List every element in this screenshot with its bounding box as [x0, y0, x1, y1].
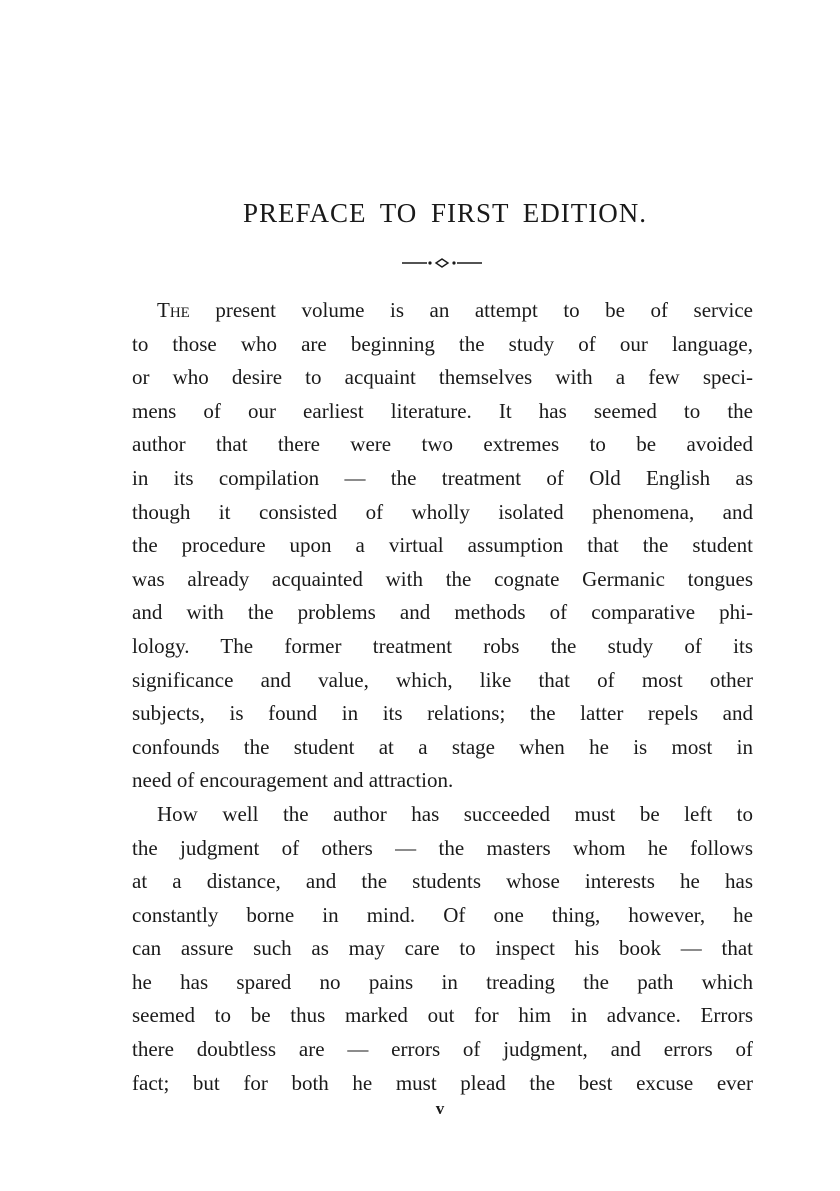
text-line: How well the author has succeeded must be left to	[157, 801, 753, 826]
text-line: mens of our earliest literature. It has seemed to the	[132, 398, 753, 423]
text-line: significance and value, which, like that of most other	[132, 667, 753, 692]
text-line: confounds the student at a stage when he is most in	[132, 734, 753, 759]
text-line: at a distance, and the students whose interests he has	[132, 869, 753, 894]
text-line: the procedure upon a virtual assumption that the student	[132, 533, 753, 558]
text-line: to those who are beginning the study of our language,	[132, 331, 753, 356]
page-number: v	[435, 1099, 445, 1118]
text-line: can assure such as may care to inspect his book — that	[132, 936, 753, 961]
paragraph-2	[132, 798, 753, 1100]
text-line: there doubtless are — errors of judgment, and errors of	[132, 1037, 753, 1062]
text-line: the judgment of others — the masters whom he follows	[132, 835, 753, 860]
paragraph-1	[132, 294, 753, 798]
text-line: or who desire to acquaint themselves with a few speci-	[132, 365, 753, 390]
text-line: was already acquainted with the cognate Germanic tongues	[132, 566, 753, 591]
text-line: The present volume is an attempt to be of service	[157, 298, 753, 322]
text-line: he has spared no pains in treading the path which	[132, 969, 753, 994]
text-line: author that there were two extremes to be avoided	[132, 432, 753, 457]
page-title: PREFACE TO FIRST EDITION.	[242, 198, 648, 228]
text-line: subjects, is found in its relations; the latter repels and	[132, 701, 753, 726]
text-line: though it consisted of wholly isolated phenomena, and	[132, 499, 753, 524]
text-line: lology. The former treatment robs the study of its	[132, 633, 753, 658]
text-line: and with the problems and methods of comparative phi-	[132, 600, 753, 625]
preface-body	[132, 294, 753, 1100]
text-line: need of encouragement and attraction.	[132, 768, 454, 793]
rule-with-diamond-ornament-icon	[400, 256, 484, 270]
text-line: fact; but for both he must plead the best excuse ever	[132, 1070, 753, 1095]
text-line: in its compilation — the treatment of Old English as	[132, 465, 753, 490]
text-line: seemed to be thus marked out for him in advance. Errors	[132, 1003, 753, 1028]
opening-word: The	[157, 298, 190, 322]
text-line: constantly borne in mind. Of one thing, however, he	[132, 902, 753, 927]
